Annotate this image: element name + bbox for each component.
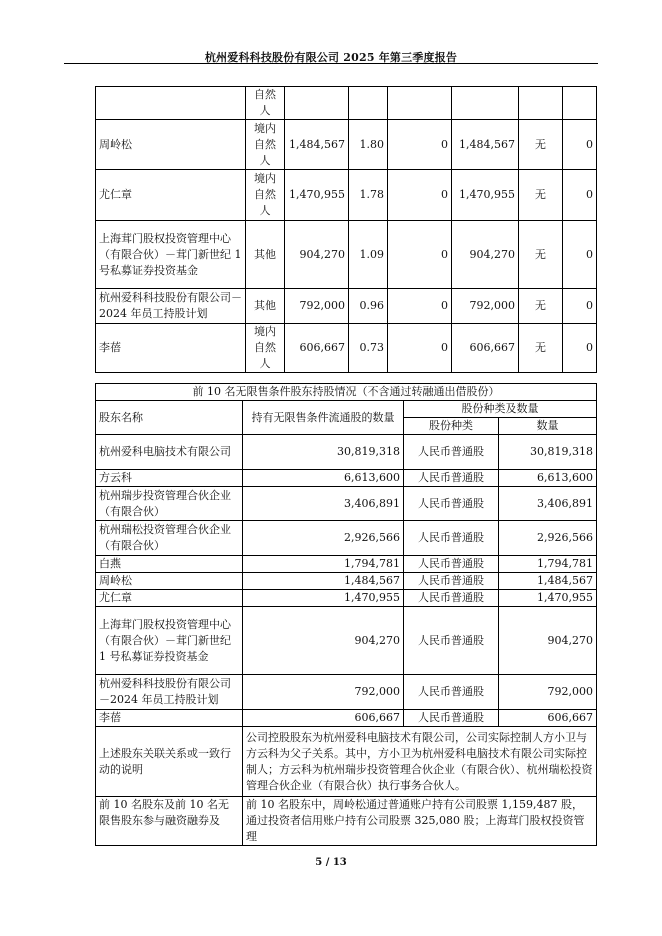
share-amount-cell: 1,470,955 bbox=[499, 590, 597, 607]
unrestricted-qty-cell: 792,000 bbox=[243, 675, 404, 710]
holder-pledged-shares-cell: 1,470,955 bbox=[452, 170, 519, 221]
holder-restricted-cell: 0 bbox=[388, 221, 452, 289]
share-type-cell: 人民币普通股 bbox=[404, 607, 499, 675]
holder-restricted-cell: 0 bbox=[388, 170, 452, 221]
share-type-cell: 人民币普通股 bbox=[404, 573, 499, 590]
table-header-row bbox=[96, 401, 597, 418]
holder-name-cell: 上海茸门股权投资管理中心（有限合伙）－茸门新世纪 1 号私募证券投资基金 bbox=[96, 607, 243, 675]
holder-name-cell: 周岭松 bbox=[96, 573, 243, 590]
table-row bbox=[96, 607, 597, 675]
holder-count-cell: 0 bbox=[563, 221, 597, 289]
unrestricted-qty-cell: 6,613,600 bbox=[243, 470, 404, 487]
share-amount-cell: 30,819,318 bbox=[499, 435, 597, 470]
holder-name-cell: 杭州爱科电脑技术有限公司 bbox=[96, 435, 243, 470]
holder-shares-cell: 904,270 bbox=[285, 221, 349, 289]
share-amount-cell: 904,270 bbox=[499, 607, 597, 675]
table-row bbox=[96, 435, 597, 470]
holder-pledged-shares-cell: 792,000 bbox=[452, 289, 519, 324]
holder-shares-cell: 1,470,955 bbox=[285, 170, 349, 221]
holder-nature-cell: 其他 bbox=[246, 221, 285, 289]
share-amount-cell: 792,000 bbox=[499, 675, 597, 710]
page-number: 5 / 13 bbox=[315, 857, 347, 868]
share-amount-cell: 3,406,891 bbox=[499, 487, 597, 521]
share-type-cell: 人民币普通股 bbox=[404, 521, 499, 556]
relation-text: 公司控股股东为杭州爱科电脑技术有限公司，公司实际控制人方小卫与方云科为父子关系。其中，方小卫为杭州爱科电脑技术有限公司实际控制人；方云科为杭州瑞步投资管理合伙企业（有限合伙）、杭州瑞松投资管理合伙企业（有限合伙）执行事务合伙人。 bbox=[243, 727, 597, 797]
table-row bbox=[96, 590, 597, 607]
share-amount-cell: 2,926,566 bbox=[499, 521, 597, 556]
holder-restricted-cell: 0 bbox=[388, 120, 452, 170]
holder-restricted-cell: 0 bbox=[388, 289, 452, 324]
holder-nature-cell: 境内自然人 bbox=[246, 120, 285, 170]
holder-name-header: 股东名称 bbox=[96, 401, 243, 435]
relation-label: 上述股东关联关系或一致行动的说明 bbox=[96, 727, 243, 797]
holder-name-cell: 周岭松 bbox=[96, 120, 246, 170]
holder-pct-cell: 1.09 bbox=[349, 221, 388, 289]
share-type-group-header: 股份种类及数量 bbox=[404, 401, 597, 418]
holder-name-cell: 尤仁章 bbox=[96, 590, 243, 607]
table-row bbox=[96, 120, 597, 170]
table-row bbox=[96, 710, 597, 727]
holder-nature-cell: 自然人 bbox=[246, 87, 285, 120]
holder-name-cell: 杭州爱科科技股份有限公司－2024 年员工持股计划 bbox=[96, 675, 243, 710]
holder-count-cell: 0 bbox=[563, 324, 597, 373]
holder-shares-cell: 606,667 bbox=[285, 324, 349, 373]
holder-pct-cell: 1.78 bbox=[349, 170, 388, 221]
unrestricted-qty-cell: 3,406,891 bbox=[243, 487, 404, 521]
margin-trading-row bbox=[96, 797, 597, 846]
holder-count-cell: 0 bbox=[563, 289, 597, 324]
margin-trading-label: 前 10 名股东及前 10 名无限售股东参与融资融券及 bbox=[96, 797, 243, 846]
holder-count-cell: 0 bbox=[563, 120, 597, 170]
unrestricted-qty-cell: 30,819,318 bbox=[243, 435, 404, 470]
table-row bbox=[96, 675, 597, 710]
holder-pledged-shares-cell: 1,484,567 bbox=[452, 120, 519, 170]
unrestricted-qty-header: 持有无限售条件流通股的数量 bbox=[243, 401, 404, 435]
share-type-cell: 人民币普通股 bbox=[404, 590, 499, 607]
unrestricted-qty-cell: 2,926,566 bbox=[243, 521, 404, 556]
share-type-cell: 人民币普通股 bbox=[404, 675, 499, 710]
holder-pledged-shares-cell: 606,667 bbox=[452, 324, 519, 373]
holder-nature-cell: 其他 bbox=[246, 289, 285, 324]
holder-name-cell: 李蓓 bbox=[96, 710, 243, 727]
holder-name-cell: 白燕 bbox=[96, 556, 243, 573]
holder-shares-cell: 792,000 bbox=[285, 289, 349, 324]
unrestricted-qty-cell: 1,794,781 bbox=[243, 556, 404, 573]
holder-pledged-shares-cell: 904,270 bbox=[452, 221, 519, 289]
table-row bbox=[96, 87, 597, 120]
unrestricted-table-title: 前 10 名无限售条件股东持股情况（不含通过转融通出借股份） bbox=[96, 384, 597, 401]
table-row bbox=[96, 573, 597, 590]
holder-name-cell: 方云科 bbox=[96, 470, 243, 487]
holder-count-cell: 0 bbox=[563, 170, 597, 221]
holder-status-cell: 无 bbox=[519, 120, 563, 170]
holder-name-cell bbox=[96, 87, 246, 120]
share-amount-cell: 6,613,600 bbox=[499, 470, 597, 487]
holder-restricted-cell: 0 bbox=[388, 324, 452, 373]
holder-name-cell: 李蓓 bbox=[96, 324, 246, 373]
margin-trading-text: 前 10 名股东中，周岭松通过普通账户持有公司股票 1,159,487 股，通过投资者信用账户持有公司股票 325,080 股；上海茸门股权投资管理 bbox=[243, 797, 597, 846]
table-title-row bbox=[96, 384, 597, 401]
unrestricted-qty-cell: 904,270 bbox=[243, 607, 404, 675]
table-row bbox=[96, 470, 597, 487]
holder-name-cell: 杭州瑞松投资管理合伙企业（有限合伙） bbox=[96, 521, 243, 556]
share-type-cell: 人民币普通股 bbox=[404, 435, 499, 470]
holder-nature-cell: 境内自然人 bbox=[246, 170, 285, 221]
share-amount-cell: 606,667 bbox=[499, 710, 597, 727]
holder-pct-cell: 1.80 bbox=[349, 120, 388, 170]
share-amount-cell: 1,794,781 bbox=[499, 556, 597, 573]
holder-nature-cell: 境内自然人 bbox=[246, 324, 285, 373]
unrestricted-qty-cell: 606,667 bbox=[243, 710, 404, 727]
holder-name-cell: 尤仁章 bbox=[96, 170, 246, 221]
holder-pct-cell: 0.73 bbox=[349, 324, 388, 373]
table-row bbox=[96, 487, 597, 521]
page-header-title: 杭州爱科科技股份有限公司 2025 年第三季度报告 bbox=[204, 51, 458, 64]
holder-status-cell: 无 bbox=[519, 289, 563, 324]
header-divider bbox=[64, 63, 598, 64]
table-row bbox=[96, 289, 597, 324]
share-type-cell: 人民币普通股 bbox=[404, 710, 499, 727]
table-row bbox=[96, 556, 597, 573]
holder-status-cell: 无 bbox=[519, 324, 563, 373]
holder-status-cell: 无 bbox=[519, 170, 563, 221]
share-type-cell: 人民币普通股 bbox=[404, 487, 499, 521]
unrestricted-qty-cell: 1,470,955 bbox=[243, 590, 404, 607]
unrestricted-qty-cell: 1,484,567 bbox=[243, 573, 404, 590]
holder-name-cell: 杭州瑞步投资管理合伙企业（有限合伙） bbox=[96, 487, 243, 521]
unrestricted-holders-table bbox=[95, 383, 597, 846]
table-row bbox=[96, 324, 597, 373]
share-type-cell: 人民币普通股 bbox=[404, 470, 499, 487]
share-type-cell: 人民币普通股 bbox=[404, 556, 499, 573]
holder-name-cell: 上海茸门股权投资管理中心（有限合伙）－茸门新世纪 1 号私募证券投资基金 bbox=[96, 221, 246, 289]
table-row bbox=[96, 521, 597, 556]
holder-shares-cell: 1,484,567 bbox=[285, 120, 349, 170]
holder-pct-cell: 0.96 bbox=[349, 289, 388, 324]
holder-status-cell: 无 bbox=[519, 221, 563, 289]
share-amount-header: 数量 bbox=[499, 418, 597, 435]
share-type-header: 股份种类 bbox=[404, 418, 499, 435]
holder-name-cell: 杭州爱科科技股份有限公司－2024 年员工持股计划 bbox=[96, 289, 246, 324]
table-row bbox=[96, 221, 597, 289]
top10-holders-table bbox=[95, 86, 597, 373]
table-row bbox=[96, 170, 597, 221]
relation-row bbox=[96, 727, 597, 797]
share-amount-cell: 1,484,567 bbox=[499, 573, 597, 590]
